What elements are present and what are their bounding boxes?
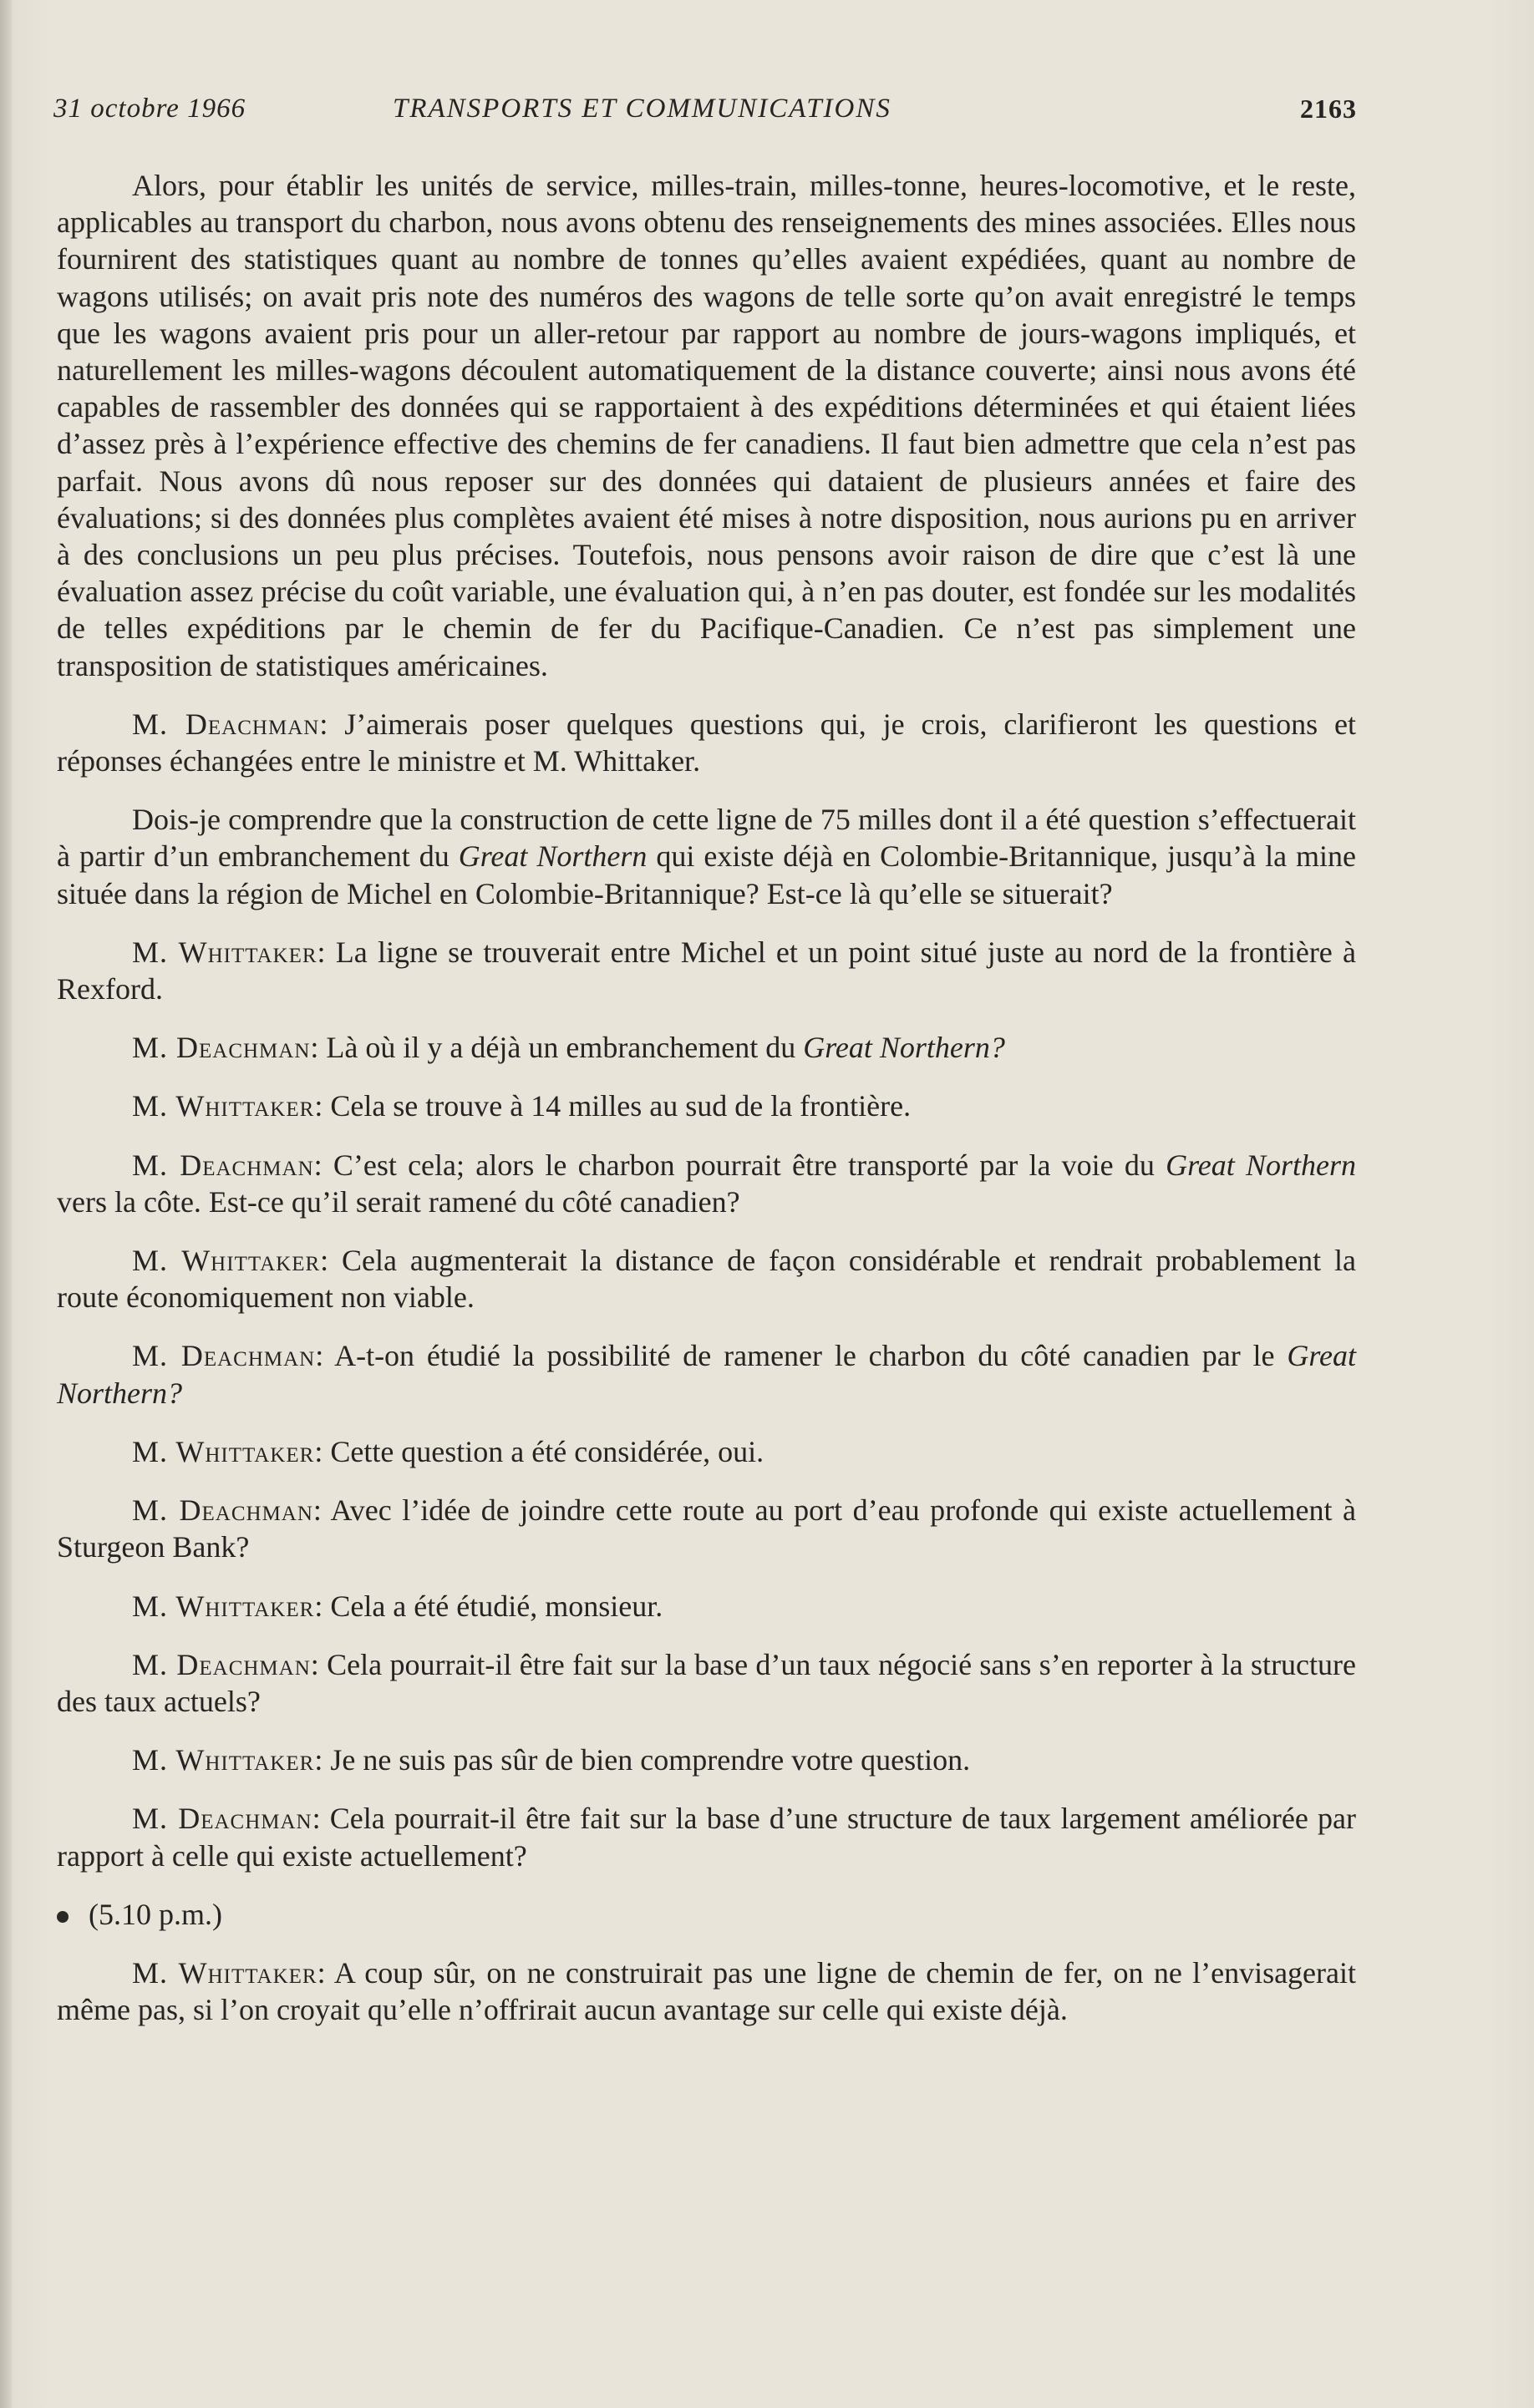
speaker: M. Deachman — [132, 1802, 312, 1836]
paragraph-4: M. Whittaker: La ligne se trouverait entre Michel et un point situé juste au nord de la frontière à Rexford. — [57, 935, 1356, 1006]
page-number: 2163 — [1300, 94, 1357, 124]
speaker: M. Deachman — [132, 707, 320, 741]
speaker: M. Whittaker — [132, 1089, 315, 1123]
speaker: M. Deachman — [132, 1493, 313, 1528]
speaker: M. Whittaker — [132, 1434, 315, 1468]
paragraph-15: M. Deachman: Cela pourrait-il être fait sur la base d’une structure de taux largement améliorée par rapport à celle qui existe actuellement? — [57, 1802, 1356, 1873]
paragraph-3: Dois-je comprendre que la construction de cette ligne de 75 milles dont il a été question s’effectuerait à partir d’un embranchement du Great Northern qui existe déjà en Colombie-Britannique, jusqu’à la mine située dans la région de Michel en Colombie-Britannique? Est-ce là qu’elle se situerait? — [57, 803, 1357, 910]
speaker: M. Deachman — [132, 1647, 311, 1681]
transcript-body — [57, 167, 1356, 2050]
speaker: M. Whittaker — [132, 935, 317, 969]
paragraph-1: Alors, pour établir les unités de service, milles-train, milles-tonne, heures-locomotive, et le reste, applicables au transport du charbon, nous avons obtenu des renseignements des mines associées. Elles nous fournirent des statistiques quant au nombre de tonnes qu’elles avaient expédiées, quant au nombre de wagons utilisés; on avait pris note des numéros des wagons de telle sorte qu’on avait enregistré le temps que les wagons avaient pris pour un aller-retour par rapport au nombre de jours-wagons impliqués, et naturellement les milles-wagons découlent automatiquement de la distance couverte; ainsi nous avons été capables de rassembler des données qui se rapportaient à des expéditions déterminées et qui étaient liées d’assez près à l’expérience effective des chemins de fer canadiens. Il faut bien admettre que cela n’est pas parfait. Nous avons dû nous reposer sur des données qui dataient de plusieurs années et faire des évaluations; si des données plus complètes avaient été mises à notre disposition, nous aurions pu en arriver à des conclusions un peu plus précises. Toutefois, nous pensons avoir raison de dire que c’est là une évaluation assez précise du coût variable, une évaluation qui, à n’en pas douter, est fondée sur les modalités de telles expéditions par le chemin de fer du Pacifique-Canadien. Ce n’est pas simplement une transposition de statistiques américaines. — [57, 169, 1356, 682]
speaker: M. Deachman — [132, 1148, 314, 1182]
railway-name: Great Northern — [1166, 1148, 1356, 1182]
paragraph-5: M. Deachman: Là où il y a déjà un embranchement du Great Northern? — [132, 1031, 1005, 1065]
railway-name: Great Northern? — [803, 1031, 1005, 1065]
speaker: M. Whittaker — [132, 1955, 317, 1990]
paragraph-12: M. Whittaker: Cela a été étudié, monsieur. — [132, 1589, 663, 1623]
header-title: TRANSPORTS ET COMMUNICATIONS — [393, 94, 891, 124]
railway-name: Great Northern — [458, 839, 648, 874]
speaker: M. Deachman — [132, 1339, 316, 1373]
speaker: M. Whittaker — [132, 1589, 315, 1623]
paragraph-9: M. Deachman: A-t-on étudié la possibilité de ramener le charbon du côté canadien par le Great Northern? — [57, 1339, 1356, 1410]
paragraph-8: M. Whittaker: Cela augmenterait la distance de façon considérable et rendrait probablement la route économiquement non viable. — [57, 1244, 1356, 1315]
paragraph-11: M. Deachman: Avec l’idée de joindre cette route au port d’eau profonde qui existe actuellement à Sturgeon Bank? — [57, 1493, 1357, 1564]
running-header — [53, 94, 1357, 132]
paragraph-13: M. Deachman: Cela pourrait-il être fait sur la base d’un taux négocié sans s’en reporter à la structure des taux actuels? — [57, 1647, 1356, 1718]
speaker: M. Whittaker — [132, 1244, 321, 1278]
railway-name: Great Northern? — [57, 1339, 1356, 1410]
paragraph-17: M. Whittaker: A coup sûr, on ne construirait pas une ligne de chemin de fer, on ne l’envisagerait même pas, si l’on croyait qu’elle n’offrirait aucun avantage sur celle qui existe déjà. — [57, 1955, 1357, 2027]
speaker: M. Whittaker — [132, 1743, 315, 1777]
bullet-icon — [57, 1911, 69, 1923]
paragraph-10: M. Whittaker: Cette question a été considérée, oui. — [132, 1434, 764, 1468]
paragraph-7: M. Deachman: C’est cela; alors le charbon pourrait être transporté par la voie du Great Northern vers la côte. Est-ce qu’il serait ramené du côté canadien? — [57, 1148, 1356, 1219]
header-date: 31 octobre 1966 — [53, 94, 246, 124]
paragraph-6: M. Whittaker: Cela se trouve à 14 milles au sud de la frontière. — [132, 1089, 912, 1123]
paragraph-2: M. Deachman: J’aimerais poser quelques questions qui, je crois, clarifieront les questions et réponses échangées entre le ministre et M. Whittaker. — [57, 707, 1356, 778]
page-binding-edge — [0, 0, 12, 2408]
paragraph-14: M. Whittaker: Je ne suis pas sûr de bien comprendre votre question. — [132, 1743, 971, 1777]
speaker: M. Deachman — [132, 1031, 311, 1065]
time-marker: (5.10 p.m.) — [57, 1896, 1356, 1933]
